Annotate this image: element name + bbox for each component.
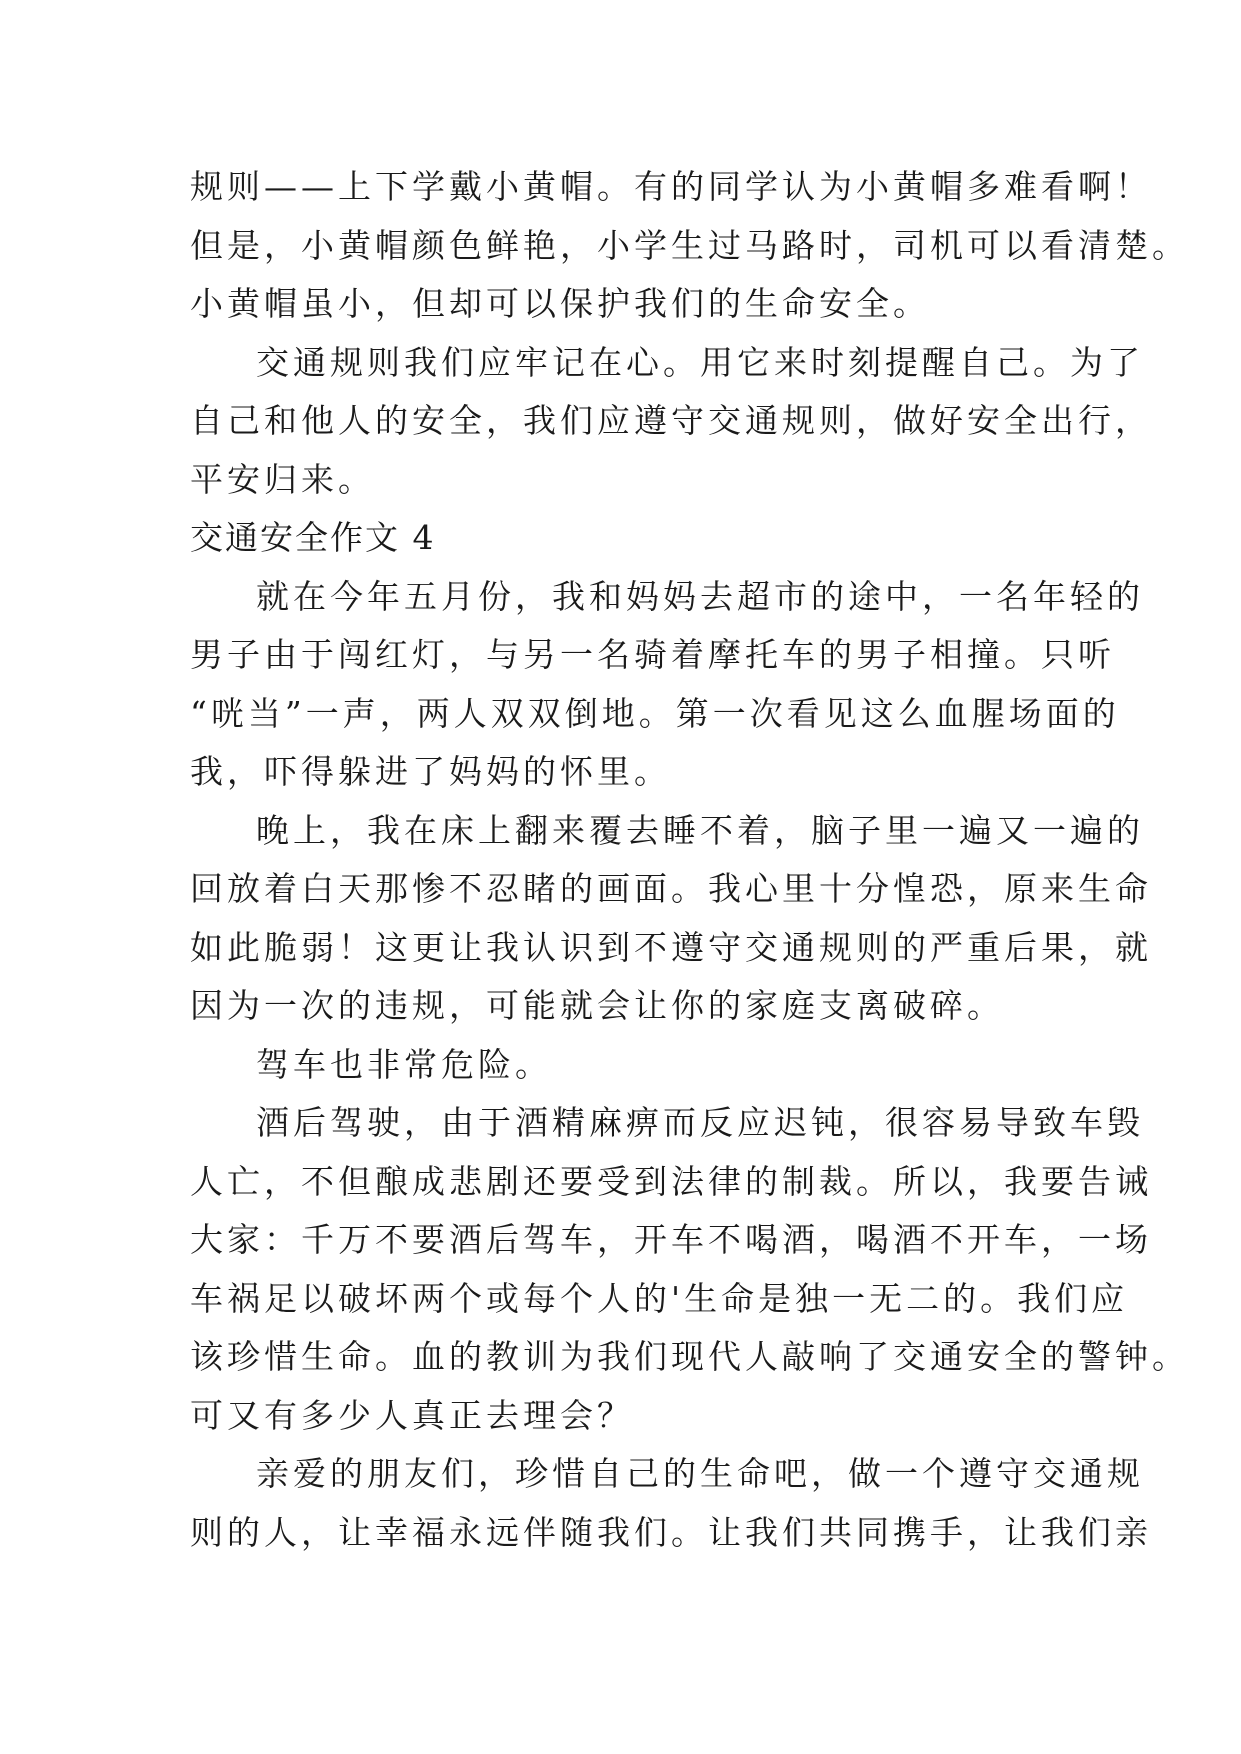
text-line: 驾车也非常危险。 (256, 1044, 552, 1084)
text-line: 男子由于闯红灯，与另一名骑着摩托车的男子相撞。只听 (190, 635, 1115, 674)
text-line: 亲爱的朋友们，珍惜自己的生命吧，做一个遵守交通规 (256, 1454, 1144, 1493)
paragraph (190, 158, 1189, 334)
text-line: 我，吓得躲进了妈妈的怀里。 (190, 752, 671, 791)
text-line: 如此脆弱！这更让我认识到不遵守交通规则的严重后果，就 (190, 927, 1152, 967)
text-line: 可又有多少人真正去理会？ (190, 1395, 634, 1435)
text-line: 小黄帽虽小，但却可以保护我们的生命安全。 (190, 284, 930, 323)
text-line: 回放着白天那惨不忍睹的画面。我心里十分惶恐，原来生命 (190, 869, 1152, 908)
text-line: 晚上，我在床上翻来覆去睡不着，脑子里一遍又一遍的 (256, 810, 1144, 850)
text-line: 交通规则我们应牢记在心。用它来时刻提醒自己。为了 (256, 342, 1144, 382)
text-line: 车祸足以破坏两个或每个人的'生命是独一无二的。我们应 (190, 1278, 1129, 1318)
paragraph (190, 1094, 1189, 1445)
paragraph (190, 1036, 1050, 1095)
text-line: 但是，小黄帽颜色鲜艳，小学生过马路时，司机可以看清楚。 (190, 225, 1189, 265)
paragraph (190, 802, 1152, 1036)
text-line: 酒后驾驶，由于酒精麻痹而反应迟钝，很容易导致车毁 (256, 1103, 1144, 1142)
text-line: 平安归来。 (190, 459, 375, 499)
section-title: 交通安全作文 4 (190, 518, 436, 557)
text-line: 大家：千万不要酒后驾车，开车不喝酒，喝酒不开车，一场 (190, 1220, 1152, 1259)
text-line: 人亡，不但酿成悲剧还要受到法律的制裁。所以，我要告诫 (190, 1161, 1152, 1201)
text-line: 就在今年五月份，我和妈妈去超市的途中，一名年轻的 (256, 576, 1144, 616)
paragraph (190, 334, 1152, 510)
text-line: “咣当”一声，两人双双倒地。第一次看见这么血腥场面的 (190, 693, 1120, 733)
text-line: 自己和他人的安全，我们应遵守交通规则，做好安全出行， (190, 401, 1152, 440)
text-line: 规则——上下学戴小黄帽。有的同学认为小黄帽多难看啊！ (190, 167, 1152, 206)
text-line: 则的人，让幸福永远伴随我们。让我们共同携手，让我们亲 (190, 1512, 1152, 1552)
document-page (190, 158, 1189, 1562)
paragraph (190, 1445, 1152, 1562)
text-line: 该珍惜生命。血的教训为我们现代人敲响了交通安全的警钟。 (190, 1337, 1189, 1376)
paragraph (190, 568, 1144, 802)
text-line: 因为一次的违规，可能就会让你的家庭支离破碎。 (190, 986, 1004, 1025)
